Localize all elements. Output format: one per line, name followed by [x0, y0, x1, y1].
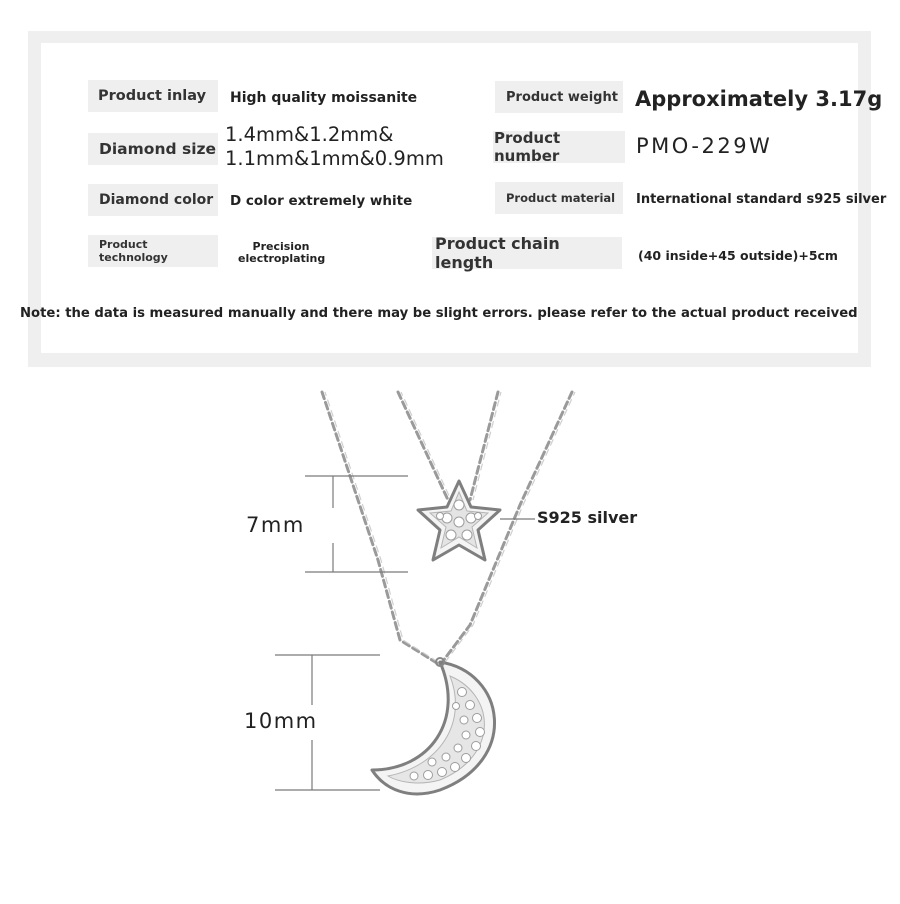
diamond-color-label: Diamond color	[88, 184, 218, 216]
diamond-size-label: Diamond size	[88, 133, 218, 165]
product-inlay-label: Product inlay	[88, 80, 218, 112]
product-technology-value	[238, 241, 324, 265]
product-weight-value: Approximately 3.17g	[635, 87, 883, 111]
necklace-illustration	[0, 370, 900, 900]
measurement-note: Note: the data is measured manually and there may be slight errors. please refer to the actual product received	[20, 306, 858, 321]
product-technology-line-2: electroplating	[238, 252, 326, 265]
product-technology-line-1: Precision	[252, 240, 310, 253]
diamond-size-line-2: 1.1mm&1mm&0.9mm	[225, 147, 444, 170]
product-technology-label: Product technology	[88, 235, 218, 267]
product-number-label: Product number	[493, 131, 625, 163]
product-inlay-value: High quality moissanite	[230, 90, 418, 106]
product-chain-length-label: Product chain length	[432, 237, 622, 269]
product-number-value: PMO-229W	[636, 134, 773, 158]
moon-pendant	[372, 658, 495, 794]
product-chain-length-value: (40 inside+45 outside)+5cm	[638, 248, 838, 263]
necklace-diagram	[0, 370, 900, 900]
star-pendant	[418, 481, 500, 560]
material-callout: S925 silver	[537, 508, 638, 527]
product-material-value: International standard s925 silver	[636, 192, 887, 207]
moon-dimension-label: 10mm	[244, 709, 318, 733]
dimension-lines	[275, 476, 535, 790]
diamond-size-value	[225, 123, 444, 171]
diamond-color-value: D color extremely white	[230, 193, 413, 209]
star-dimension-label: 7mm	[246, 513, 305, 537]
product-weight-label: Product weight	[495, 81, 623, 113]
diamond-size-line-1: 1.4mm&1.2mm&	[225, 123, 394, 146]
product-material-label: Product material	[495, 182, 623, 214]
